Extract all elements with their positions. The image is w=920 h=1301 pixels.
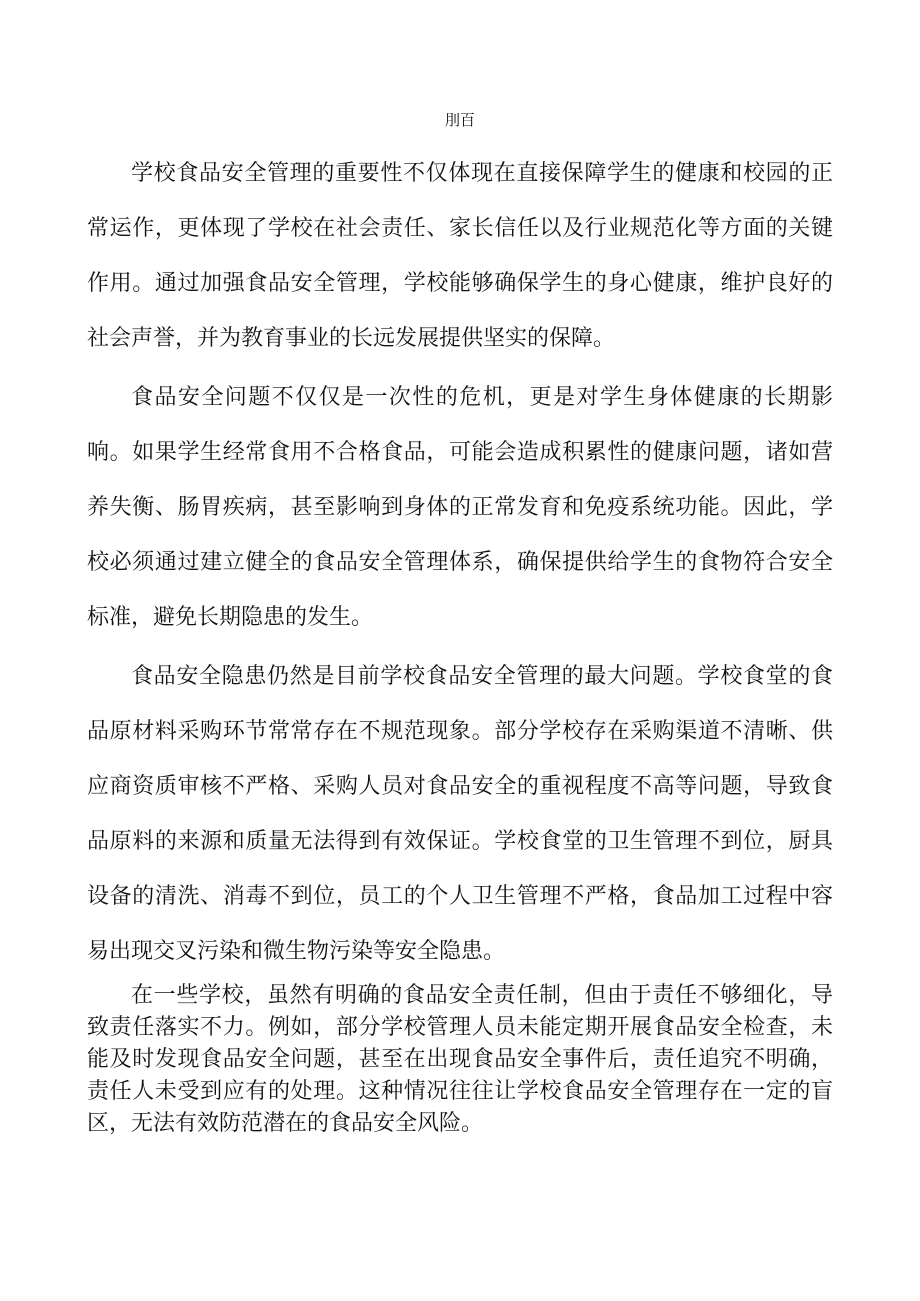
paragraph-1: 学校食品安全管理的重要性不仅体现在直接保障学生的健康和校园的正常运作，更体现了学校在社会责任、家长信任以及行业规范化等方面的关键作用。通过加强食品安全管理，学校能够确保学生的身心健康，维护良好的社会声誉，并为教育事业的长远发展提供坚实的保障。	[87, 161, 833, 351]
paragraph-2: 食品安全问题不仅仅是一次性的危机，更是对学生身体健康的长期影响。如果学生经常食用不合格食品，可能会造成积累性的健康问题，诸如营养失衡、肠胃疾病，甚至影响到身体的正常发育和免疫系统功能。因此，学校必须通过建立健全的食品安全管理体系，确保提供给学生的食物符合安全标准，避免长期隐患的发生。	[87, 385, 833, 630]
paragraph-4: 在一些学校，虽然有明确的食品安全责任制，但由于责任不够细化，导致责任落实不力。例如，部分学校管理人员未能定期开展食品安全检查，未能及时发现食品安全问题，甚至在出现食品安全事件后，责任追究不明确，责任人未受到应有的处理。这种情况往往让学校食品安全管理存在一定的盲区，无法有效防范潜在的食品安全风险。	[87, 983, 833, 1136]
page-heading: 刖百	[444, 111, 475, 129]
paragraph-3: 食品安全隐患仍然是目前学校食品安全管理的最大问题。学校食堂的食品原材料采购环节常常存在不规范现象。部分学校存在采购渠道不清晰、供应商资质审核不严格、采购人员对食品安全的重视程度不高等问题，导致食品原料的来源和质量无法得到有效保证。学校食堂的卫生管理不到位，厨具设备的清洗、消毒不到位，员工的个人卫生管理不严格，食品加工过程中容易出现交叉污染和微生物污染等安全隐患。	[87, 664, 833, 964]
